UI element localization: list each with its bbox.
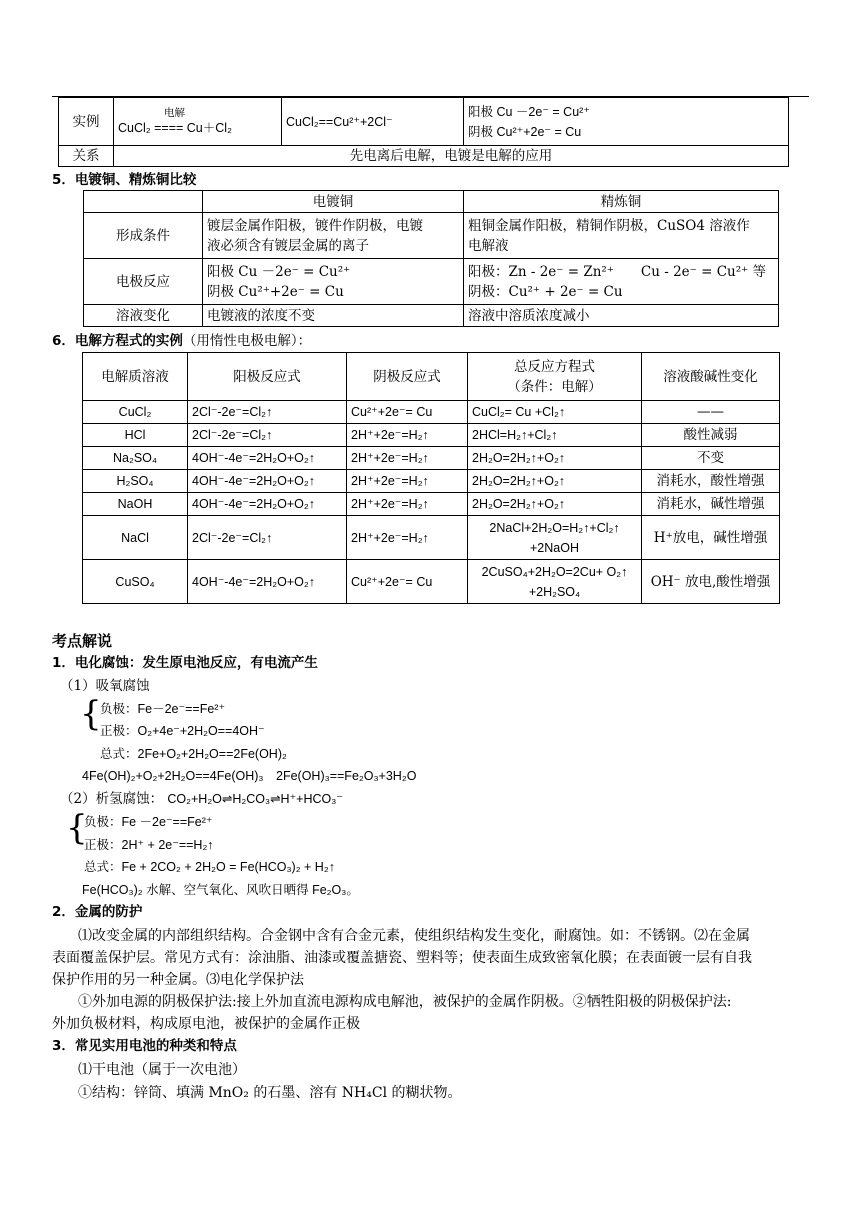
total-cell: [468, 424, 642, 447]
electrode-refining: [464, 259, 779, 305]
kd-title: 考点解说: [52, 632, 113, 650]
anode-cell: 4OH⁻-4e⁻=2H₂O+O₂↑: [188, 560, 347, 604]
electrode-electroplating: [203, 259, 464, 305]
electrolyte-cell: CuCl₂: [83, 401, 188, 424]
cathode-cell: 2H⁺+2e⁻=H₂↑: [347, 424, 468, 447]
electrolyte-cell: NaCl: [83, 516, 188, 560]
electrolyte-cell: HCl: [83, 424, 188, 447]
anode-cell: 4OH⁻-4e⁻=2H₂O+O₂↑: [188, 447, 347, 470]
electrolysis-equation: CuCl₂ ==== Cu＋Cl₂: [118, 120, 232, 135]
text-line: 电解液: [468, 237, 509, 254]
kd-neg1: 负极：Fe－2e⁻==Fe²⁺: [100, 702, 226, 716]
total-equation: 2NaCl+2H₂O=H₂↑+Cl₂↑: [489, 520, 620, 535]
text-line: 镀层金属作阳极，镀件作阴极，电镀: [207, 217, 423, 234]
row-label-electrode: 电极反应: [84, 259, 203, 305]
kd-sub2-line: [60, 789, 343, 809]
table-row: [83, 424, 780, 447]
electrolysis-ionization-table: [58, 97, 789, 167]
anode-cell: 2Cl⁻-2e⁻=Cl₂↑: [188, 401, 347, 424]
text-line: 阳极 Cu －2e⁻ = Cu²⁺: [207, 263, 351, 280]
table-row: [83, 560, 780, 604]
solution-electroplating: 电镀液的浓度不变: [203, 305, 464, 327]
kd-sub2eq: CO₂+H₂O⇌H₂CO₃⇌H⁺+HCO₃⁻: [167, 792, 343, 806]
kd-pos1: 正极：O₂+4e⁻+2H₂O==4OH⁻: [100, 724, 265, 738]
total-cell: [468, 560, 642, 604]
corner-cell: [84, 191, 203, 213]
text-line: 阳极：Zn - 2e⁻ = Zn²⁺ Cu - 2e⁻ = Cu²⁺ 等: [468, 263, 767, 280]
total-equation: 2CuSO₄+2H₂O=2Cu+ O₂↑: [481, 564, 628, 579]
total-equation: 2H₂O=2H₂↑+O₂↑: [472, 497, 566, 511]
ph-change-cell: OH⁻ 放电,酸性增强: [642, 560, 780, 604]
table-row: [83, 493, 780, 516]
total-equation: 2HCl=H₂↑+Cl₂↑: [472, 428, 558, 442]
cathode-cell: Cu²⁺+2e⁻= Cu: [347, 560, 468, 604]
total-equation: CuCl₂= Cu +Cl₂↑: [472, 405, 566, 419]
brace-2: {: [66, 808, 88, 848]
ph-change-cell: ——: [642, 401, 780, 424]
total-cell: [468, 401, 642, 424]
kd-pos2: 正极：2H⁺ + 2e⁻==H₂↑: [84, 838, 214, 852]
anode-equation: 阳极 Cu －2e⁻ = Cu²⁺: [468, 104, 590, 119]
text-line: 保护作用的另一种金属。⑶电化学保护法: [52, 972, 304, 988]
ph-change-cell: 消耗水，碱性增强: [642, 493, 780, 516]
electrolyte-cell: CuSO₄: [83, 560, 188, 604]
electrolyte-cell: H₂SO₄: [83, 470, 188, 493]
text-line: 阴极 Cu²⁺+2e⁻ = Cu: [207, 283, 344, 300]
kd-protection-paragraph: [52, 925, 812, 1035]
head-anode: 阳极反应式: [188, 353, 347, 401]
col-head-refining: 精炼铜: [464, 191, 779, 213]
condition-label: 电解: [164, 106, 185, 119]
anode-cell: 2Cl⁻-2e⁻=Cl₂↑: [188, 424, 347, 447]
total-equation: 2H₂O=2H₂↑+O₂↑: [472, 474, 566, 488]
text-line: 液必须含有镀层金属的离子: [207, 237, 369, 254]
table-row: [83, 401, 780, 424]
ph-change-cell: 不变: [642, 447, 780, 470]
table-row: [83, 470, 780, 493]
total-cell: [468, 493, 642, 516]
head-cathode: 阴极反应式: [347, 353, 468, 401]
anode-cell: 4OH⁻-4e⁻=2H₂O+O₂↑: [188, 493, 347, 516]
head-total-line: 总反应方程式: [514, 358, 595, 375]
ph-change-cell: H⁺放电，碱性增强: [642, 516, 780, 560]
section6-note: （用惰性电极电解）：: [182, 333, 312, 349]
ionization-equation: CuCl₂==Cu²⁺+2Cl⁻: [282, 98, 464, 146]
head-ph: 溶液酸碱性变化: [642, 353, 780, 401]
condition-refining: [464, 213, 779, 259]
cathode-cell: 2H⁺+2e⁻=H₂↑: [347, 493, 468, 516]
kd-sub1: （1）吸氧腐蚀: [60, 678, 150, 694]
kd-h3: 3．常见实用电池的种类和特点: [52, 1038, 237, 1054]
text-line: ①外加电源的阴极保护法:接上外加直流电源构成电解池，被保护的金属作阴极。②牺牲阳极的阴极保护法:: [78, 994, 732, 1010]
electrode-equations-cell: [464, 98, 789, 146]
text-line: ⑴改变金属的内部组织结构。合金钢中含有合金元素，使组织结构发生变化，耐腐蚀。如：不锈钢。⑵在金属: [78, 928, 750, 944]
kd-sub2: （2）析氢腐蚀：: [60, 791, 164, 807]
kd-eq1: 4Fe(OH)₂+O₂+2H₂O==4Fe(OH)₃ 2Fe(OH)₃==Fe₂O₃+3H₂O: [82, 769, 417, 783]
total-equation-cont: +2NaOH: [530, 540, 579, 555]
head-total-condition: （条件：电解）: [507, 378, 602, 395]
ph-change-cell: 酸性减弱: [642, 424, 780, 447]
cathode-cell: Cu²⁺+2e⁻= Cu: [347, 401, 468, 424]
cathode-cell: 2H⁺+2e⁻=H₂↑: [347, 470, 468, 493]
row-label-relation: 关系: [59, 146, 114, 167]
total-cell: [468, 470, 642, 493]
text-line: 外加负极材料，构成原电池，被保护的金属作正极: [52, 1016, 360, 1032]
table-row: [83, 447, 780, 470]
kd-tot1: 总式：2Fe+O₂+2H₂O==2Fe(OH)₂: [100, 747, 287, 761]
solution-refining: 溶液中溶质浓度减小: [464, 305, 779, 327]
total-equation: 2H₂O=2H₂↑+O₂↑: [472, 451, 566, 465]
total-equation-cont: +2H₂SO₄: [528, 584, 581, 599]
text-line: 表面覆盖保护层。常见方式有：涂油脂、油漆或覆盖搪瓷、塑料等；使表面生成致密氧化膜；在表面镀一层有自我: [52, 950, 752, 966]
cathode-cell: 2H⁺+2e⁻=H₂↑: [347, 516, 468, 560]
electrolysis-examples-table: [82, 352, 780, 604]
electrolyte-cell: NaOH: [83, 493, 188, 516]
kd-h1: 1．电化腐蚀：发生原电池反应，有电流产生: [52, 655, 318, 671]
text-line: 粗铜金属作阳极，精铜作阴极，CuSO4 溶液作: [468, 217, 750, 234]
text-line: 阴极：Cu²⁺ + 2e⁻ = Cu: [468, 283, 623, 300]
section6-heading: [52, 331, 311, 351]
brace-1: {: [80, 694, 102, 734]
total-cell: [468, 516, 642, 560]
kd-note2: Fe(HCO₃)₂ 水解、空气氧化、风吹日晒得 Fe₂O₃。: [82, 883, 359, 897]
kd-p3a: ⑴干电池（属于一次电池）: [78, 1062, 246, 1078]
row-label-condition: 形成条件: [84, 213, 203, 259]
section5-title: 5．电镀铜、精炼铜比较: [52, 172, 197, 188]
electrolyte-cell: Na₂SO₄: [83, 447, 188, 470]
relation-text: 先电离后电解，电镀是电解的应用: [114, 146, 789, 167]
anode-cell: 4OH⁻-4e⁻=2H₂O+O₂↑: [188, 470, 347, 493]
total-cell: [468, 447, 642, 470]
ph-change-cell: 消耗水，酸性增强: [642, 470, 780, 493]
head-total: [468, 353, 642, 401]
kd-h2: 2．金属的防护: [52, 904, 143, 920]
kd-tot2: 总式：Fe + 2CO₂ + 2H₂O = Fe(HCO₃)₂ + H₂↑: [84, 860, 335, 874]
table-row: [83, 516, 780, 560]
col-head-electroplating: 电镀铜: [203, 191, 464, 213]
copper-comparison-table: [83, 190, 779, 327]
condition-electroplating: [203, 213, 464, 259]
section6-title: 6．电解方程式的实例: [52, 333, 183, 349]
kd-neg2: 负极：Fe －2e⁻==Fe²⁺: [84, 815, 213, 829]
kd-p3b: ①结构：锌筒、填满 MnO₂ 的石墨、溶有 NH₄Cl 的糊状物。: [78, 1085, 462, 1101]
cathode-cell: 2H⁺+2e⁻=H₂↑: [347, 447, 468, 470]
cathode-equation: 阴极 Cu²⁺+2e⁻ = Cu: [468, 124, 582, 139]
electrolysis-equation-cell: [114, 98, 282, 146]
row-label-example: 实例: [59, 98, 114, 146]
anode-cell: 2Cl⁻-2e⁻=Cl₂↑: [188, 516, 347, 560]
head-electrolyte: 电解质溶液: [83, 353, 188, 401]
row-label-solution: 溶液变化: [84, 305, 203, 327]
